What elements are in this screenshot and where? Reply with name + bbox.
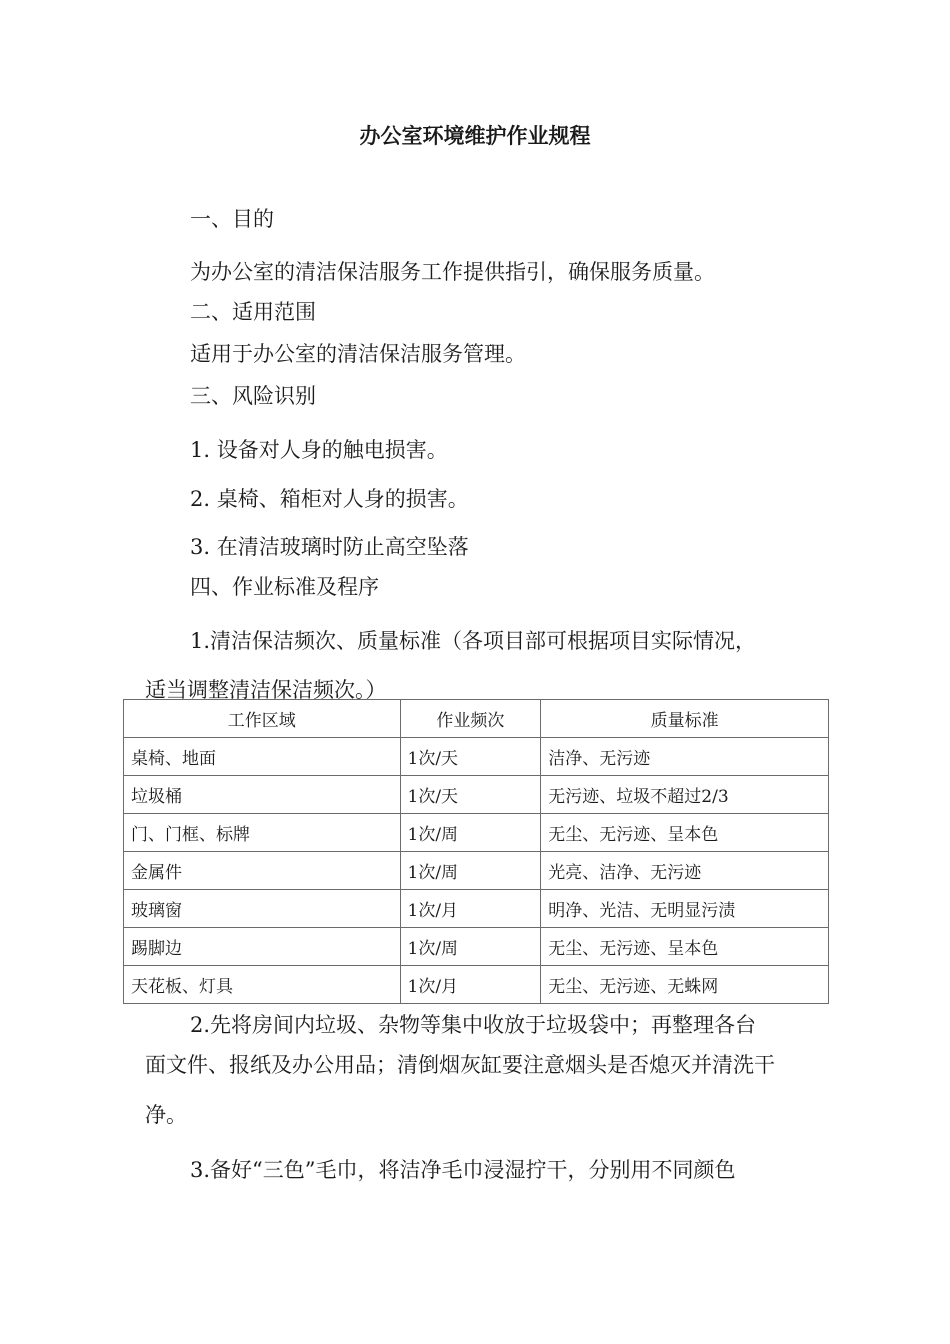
risk-item: 2. 桌椅、箱柜对人身的损害。 xyxy=(190,487,469,511)
table-row xyxy=(124,814,829,852)
table-row xyxy=(124,738,829,776)
frequency-cell: 1次/周 xyxy=(400,814,541,852)
item3-line1: 3.备好“三色”毛巾，将洁净毛巾浸湿拧干，分别用不同颜色 xyxy=(190,1158,736,1182)
area-cell: 玻璃窗 xyxy=(124,890,401,928)
standard-cell: 无尘、无污迹、呈本色 xyxy=(541,928,829,966)
purpose-heading: 一、目的 xyxy=(190,207,274,231)
frequency-cell: 1次/天 xyxy=(400,776,541,814)
standard-cell: 明净、光洁、无明显污渍 xyxy=(541,890,829,928)
standard-cell: 无尘、无污迹、无蛛网 xyxy=(541,966,829,1004)
scope-heading: 二、适用范围 xyxy=(190,300,316,324)
page-title: 办公室环境维护作业规程 xyxy=(359,123,591,148)
item1-line2: 适当调整清洁保洁频次。） xyxy=(145,678,387,702)
table-row xyxy=(124,966,829,1004)
area-cell: 门、门框、标牌 xyxy=(124,814,401,852)
risk-item: 1. 设备对人身的触电损害。 xyxy=(190,438,448,462)
table-header-row xyxy=(124,700,829,738)
area-cell: 垃圾桶 xyxy=(124,776,401,814)
frequency-cell: 1次/月 xyxy=(400,966,541,1004)
table-row xyxy=(124,890,829,928)
standard-cell: 洁净、无污迹 xyxy=(541,738,829,776)
header-cell-standard: 质量标准 xyxy=(541,700,829,738)
purpose-text: 为办公室的清洁保洁服务工作提供指引，确保服务质量。 xyxy=(190,260,715,284)
frequency-cell: 1次/周 xyxy=(400,852,541,890)
scope-text: 适用于办公室的清洁保洁服务管理。 xyxy=(190,342,526,366)
header-cell-frequency: 作业频次 xyxy=(400,700,541,738)
item1-line1: 1.清洁保洁频次、质量标准（各项目部可根据项目实际情况， xyxy=(190,629,757,653)
risk-item: 3. 在清洁玻璃时防止高空坠落 xyxy=(190,535,469,559)
frequency-cell: 1次/周 xyxy=(400,928,541,966)
area-cell: 金属件 xyxy=(124,852,401,890)
procedure-heading: 四、作业标准及程序 xyxy=(190,575,379,599)
standard-cell: 无尘、无污迹、呈本色 xyxy=(541,814,829,852)
standard-cell: 无污迹、垃圾不超过2/3 xyxy=(541,776,829,814)
table-row xyxy=(124,928,829,966)
area-cell: 桌椅、地面 xyxy=(124,738,401,776)
table-row xyxy=(124,776,829,814)
standard-cell: 光亮、洁净、无污迹 xyxy=(541,852,829,890)
area-cell: 天花板、灯具 xyxy=(124,966,401,1004)
risk-heading: 三、风险识别 xyxy=(190,384,316,408)
frequency-cell: 1次/月 xyxy=(400,890,541,928)
header-cell-area: 工作区域 xyxy=(124,700,401,738)
frequency-cell: 1次/天 xyxy=(400,738,541,776)
frequency-standard-table xyxy=(123,699,829,1004)
area-cell: 踢脚边 xyxy=(124,928,401,966)
table-row xyxy=(124,852,829,890)
item2-line3: 净。 xyxy=(145,1103,187,1127)
item2-line2: 面文件、报纸及办公用品；清倒烟灰缸要注意烟头是否熄灭并清洗干 xyxy=(145,1053,775,1077)
item2-line1: 2.先将房间内垃圾、杂物等集中收放于垃圾袋中；再整理各台 xyxy=(190,1013,757,1037)
